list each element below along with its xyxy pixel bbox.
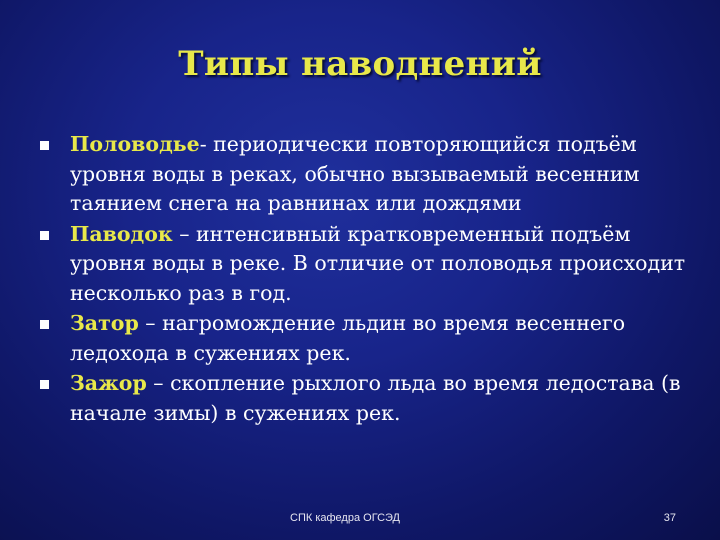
bullet-item-zator: [40, 309, 695, 368]
square-bullet-icon: [40, 320, 49, 329]
bullet-term: Половодье: [70, 132, 200, 156]
bullet-text: – нагромождение льдин во время весеннего ледохода в сужениях рек.: [70, 311, 626, 365]
bullet-text: – скопление рыхлого льда во время ледостава (в начале зимы) в сужениях рек.: [70, 371, 681, 425]
bullet-item-pavodok: [40, 220, 695, 309]
square-bullet-icon: [40, 380, 49, 389]
bullet-list: [40, 130, 695, 429]
slide-title: Типы наводнений: [178, 44, 542, 84]
bullet-item-polovodye: [40, 130, 695, 219]
bullet-term: Паводок: [70, 221, 173, 246]
slide-footer: СПК кафедра ОГСЭД: [290, 512, 400, 524]
square-bullet-icon: [40, 231, 49, 240]
bullet-term: Зажор: [70, 371, 147, 395]
bullet-item-zazhor: [40, 369, 695, 428]
bullet-text: – интенсивный кратковременный подъём уровня воды в реке. В отличие от половодья происходит несколько раз в год.: [70, 221, 686, 305]
bullet-term: Затор: [70, 311, 139, 335]
page-number: 37: [663, 512, 676, 524]
square-bullet-icon: [40, 141, 49, 150]
bullet-text: - периодически повторяющийся подъём уровня воды в реках, обычно вызываемый весенним таянием снега на равнинах или дождями: [70, 132, 640, 215]
